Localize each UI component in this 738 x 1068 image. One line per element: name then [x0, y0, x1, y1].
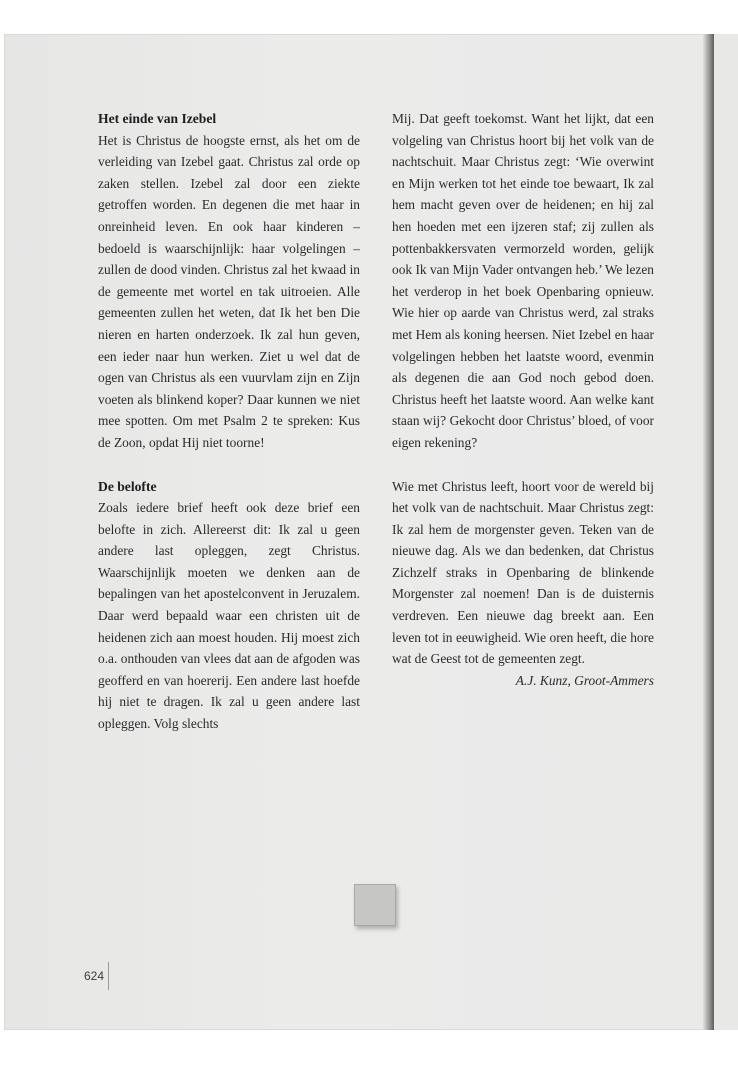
paragraph: Zoals iedere brief heeft ook deze brief een belofte in zich. Allereerst dit: Ik zal u geen andere last opleggen, zegt Christus. Waarschijnlijk moeten we denken aan de bepalingen van het apostelconvent in Jeruzalem. Daar werd bepaald waar een christen uit de heidenen zich aan moest houden. Hij moest zich o.a. onthouden van vlees dat aan de afgoden was geofferd en van hoererij. Een andere last hoefde hij niet te dragen. Ik zal u geen andere last opleggen. Volg slechts	[98, 500, 360, 732]
scan-margin-top	[0, 0, 738, 34]
book-spine	[704, 34, 714, 1030]
paragraph: Het is Christus de hoogste ernst, als het om de verleiding van Izebel gaat. Christus zal orde op zaken stellen. Izebel zal door een ziekte getroffen worden. En degenen die met haar in onreinheid leven. En ook haar kinderen – bedoeld is waarschijnlijk: haar volgelingen – zullen de dood vinden. Christus zal het kwaad in de gemeente met wortel en tak uitroeien. Alle gemeenten zullen het weten, dat Ik het ben Die nieren en harten onderzoek. Ik zal hun geven, een ieder naar hun werken. Ziet u wel dat de ogen van Christus als een vuurvlam zijn en Zijn voeten als blinkend koper? Daar kunnen we niet mee spotten. Om met Psalm 2 te spreken: Kus de Zoon, opdat Hij niet toorne!	[98, 132, 360, 450]
scan-margin-bottom	[4, 1030, 704, 1068]
end-of-article-square	[354, 884, 396, 926]
author-signature: A.J. Kunz, Groot-Ammers	[515, 672, 654, 688]
heading-de-belofte: De belofte	[98, 478, 157, 494]
heading-het-einde-van-izebel: Het einde van Izebel	[98, 111, 217, 126]
left-column	[98, 108, 360, 735]
page-number: 624	[84, 969, 105, 983]
paragraph: Mij. Dat geeft toekomst. Want het lijkt, dat een volgeling van Christus hoort bij het volk van de nachtschuit. Maar Christus zegt: ‘Wie overwint en Mijn werken tot het einde toe bewaart, Ik zal hem macht geven over de heidenen; en hij zal hen hoeden met een ijzeren staf; zij zullen als pottenbakkersvaten vermorzeld worden, gelijk ook Ik van Mijn Vader ontvangen heb.’ We lezen het verderop in het boek Openbaring opnieuw. Wie hier op aarde van Christus werd, zal straks met Hem als koning heersen. Niet Izebel en haar volgelingen hebben het laatste woord, evenmin als degenen die aan God noch gebod doen. Christus heeft het laatste woord. Aan welke kant staan wij? Gekocht door Christus’ bloed, of voor eigen rekening?	[392, 111, 654, 450]
facing-page-edge	[714, 34, 738, 1030]
page-number-rule	[108, 962, 109, 990]
paragraph: Wie met Christus leeft, hoort voor de wereld bij het volk van de nachtschuit. Maar Christus zegt: Ik zal hem de morgenster geven. Teken van de nieuwe dag. Als we dan bedenken, dat Christus Zichzelf straks in Openbaring de blinkende Morgenster zal noemen! Dan is de duisternis verdreven. Een nieuwe dag breekt aan. Een leven tot in eeuwigheid. Wie oren heeft, die hore wat de Geest tot de gemeenten zegt.	[392, 478, 654, 667]
right-column	[392, 108, 654, 691]
